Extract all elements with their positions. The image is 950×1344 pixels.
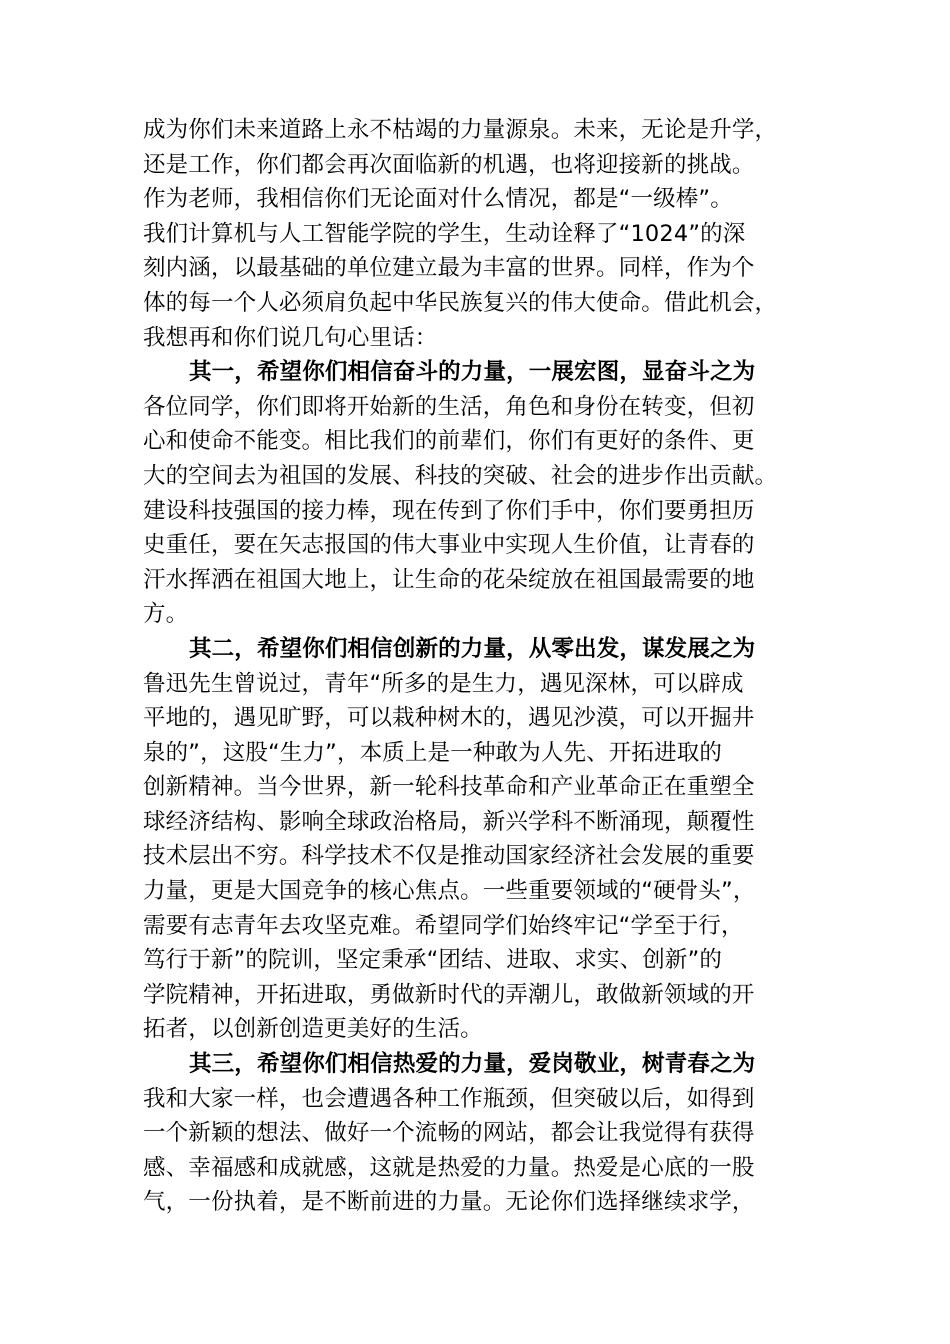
paragraph-line: 拓者，以创新创造更美好的生活。	[143, 1016, 483, 1043]
paragraph-line: 心和使命不能变。相比我们的前辈们，你们有更好的条件、更	[143, 428, 755, 455]
paragraph-line: 汗水挥洒在祖国大地上，让生命的花朵绽放在祖国最需要的地	[143, 566, 755, 593]
paragraph-line: 学院精神，开拓进取，勇做新时代的弄潮儿，敢做新领域的开	[143, 981, 755, 1008]
paragraph-line: 方。	[143, 601, 189, 628]
section-heading: 其三，希望你们相信热爱的力量，爱岗敬业，树青春之为	[189, 1051, 756, 1078]
paragraph-line: 大的空间去为祖国的发展、科技的突破、社会的进步作出贡献。	[143, 462, 778, 489]
paragraph-line: 我们计算机与人工智能学院的学生，生动诠释了“1024”的深	[143, 220, 746, 247]
paragraph-line: 力量，更是大国竞争的核心焦点。一些重要领域的“硬骨头”，	[143, 878, 756, 905]
paragraph-line: 创新精神。当今世界，新一轮科技革命和产业革命正在重塑全	[143, 774, 755, 801]
paragraph-line: 笃行于新”的院训，坚定秉承“团结、进取、求实、创新”的	[143, 947, 723, 974]
paragraph-line: 作为老师，我相信你们无论面对什么情况，都是“一级棒”。	[143, 186, 733, 213]
paragraph-line: 需要有志青年去攻坚克难。希望同学们始终牢记“学至于行，	[143, 912, 744, 939]
paragraph-line: 刻内涵，以最基础的单位建立最为丰富的世界。同样，作为个	[143, 255, 755, 282]
paragraph-line: 还是工作，你们都会再次面临新的机遇，也将迎接新的挑战。	[143, 151, 755, 178]
paragraph-line: 气，一份执着，是不断前进的力量。无论你们选择继续求学，	[143, 1189, 755, 1216]
paragraph-line: 鲁迅先生曾说过，青年“所多的是生力，遇见深林，可以辟成	[143, 670, 744, 697]
paragraph-line: 各位同学，你们即将开始新的生活，角色和身份在转变，但初	[143, 393, 755, 420]
paragraph-line: 泉的”，这股“生力”，本质上是一种敢为人先、开拓进取的	[143, 739, 723, 766]
paragraph-line: 一个新颖的想法、做好一个流畅的网站，都会让我觉得有获得	[143, 1120, 755, 1147]
section-heading: 其二，希望你们相信创新的力量，从零出发，谋发展之为	[189, 635, 756, 662]
paragraph-line: 球经济结构、影响全球政治格局，新兴学科不断涌现，颠覆性	[143, 808, 755, 835]
paragraph-line: 技术层出不穷。科学技术不仅是推动国家经济社会发展的重要	[143, 843, 755, 870]
paragraph-line: 感、幸福感和成就感，这就是热爱的力量。热爱是心底的一股	[143, 1154, 755, 1181]
paragraph-line: 成为你们未来道路上永不枯竭的力量源泉。未来，无论是升学，	[143, 117, 778, 143]
section-heading: 其一，希望你们相信奋斗的力量，一展宏图，显奋斗之为	[189, 359, 756, 386]
paragraph-line: 建设科技强国的接力棒，现在传到了你们手中，你们要勇担历	[143, 497, 755, 524]
paragraph-line: 我和大家一样，也会遭遇各种工作瓶颈，但突破以后，如得到	[143, 1085, 755, 1112]
paragraph-line: 体的每一个人必须肩负起中华民族复兴的伟大使命。借此机会，	[143, 289, 778, 316]
paragraph-line: 史重任，要在矢志报国的伟大事业中实现人生价值，让青春的	[143, 532, 755, 559]
speech-text-body	[143, 113, 823, 1220]
paragraph-line: 平地的，遇见旷野，可以栽种树木的，遇见沙漠，可以开掘井	[143, 705, 755, 732]
paragraph-line: 我想再和你们说几句心里话：	[143, 324, 438, 351]
